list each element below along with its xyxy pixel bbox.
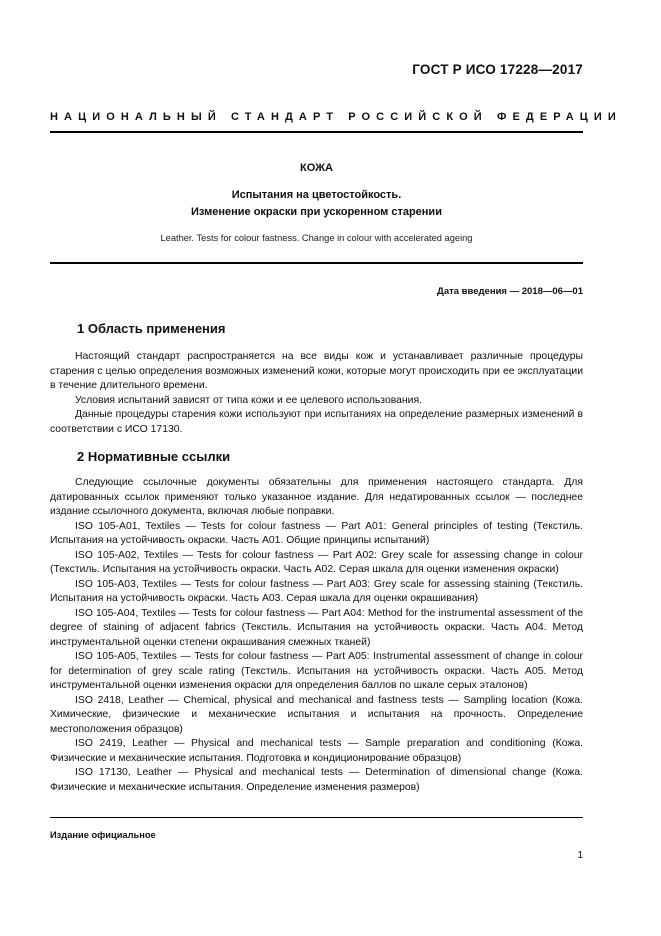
reference-item: ISO 105-A03, Textiles — Tests for colour fastness — Part A03: Grey scale for assessing staining (Текстиль. Испытания на устойчивость окраски. Часть A03. Серая шкала для оценки окрашивания) — [50, 578, 583, 604]
english-title: Leather. Tests for colour fastness. Change in colour with accelerated ageing — [160, 233, 473, 243]
page-number: 1 — [577, 850, 583, 861]
introduction-date: Дата введения — 2018—06—01 — [437, 286, 583, 297]
paragraph: Настоящий стандарт распространяется на все виды кож и устанавливает различные процедуры старения с целью определения возможных изменений кожи, которые могут происходить при ее эксплуатации в течение длительного времени. — [50, 351, 583, 391]
top-divider — [50, 131, 583, 133]
reference-item: ISO 105-A05, Textiles — Tests for colour fastness — Part A05: Instrumental assessment of change in colour for determination of grey scale rating (Текстиль. Испытания на устойчивость окраски. Часть A05. Метод инструментальной оценки изменения окраски для определения баллов по шкале серых эталонов) — [50, 651, 583, 691]
subtitle-line-1: Испытания на цветостойкость. — [231, 189, 402, 201]
edition-note: Издание официальное — [50, 830, 156, 840]
reference-item: ISO 105-A01, Textiles — Tests for colour fastness — Part A01: General principles of testing (Текстиль. Испытания на устойчивость окраски. Часть A01. Общие принципы испытаний) — [50, 520, 583, 546]
national-standard-banner: НАЦИОНАЛЬНЫЙ СТАНДАРТ РОССИЙСКОЙ ФЕДЕРАЦИИ — [50, 111, 622, 123]
paragraph: Данные процедуры старения кожи используют при испытаниях на определение размерных изменений в соответствии с ИСО 17130. — [50, 409, 583, 435]
middle-divider — [50, 262, 583, 264]
footer-divider — [50, 817, 583, 818]
subtitle-line-2: Изменение окраски при ускоренном старении — [191, 206, 442, 218]
reference-item: ISO 2418, Leather — Chemical, physical and mechanical and fastness tests — Sampling location (Кожа. Химические, физические и механические испытания и испытания на прочность. Определение местоположения образцов) — [50, 694, 583, 735]
paragraph: Условия испытаний зависят от типа кожи и ее целевого использования. — [75, 394, 422, 406]
document-subtitle — [50, 187, 583, 221]
document-title: КОЖА — [299, 162, 333, 174]
section-2-heading: 2 Нормативные ссылки — [77, 449, 231, 464]
reference-item: ISO 105-A04, Textiles — Tests for colour fastness — Part A04: Method for the instrumental assessment of the degree of staining of adjacent fabrics (Текстиль. Испытания на устойчивость окраски. Часть A04. Метод инструментальной оценки степени окрашивания смежных тканей) — [50, 607, 583, 648]
reference-item: ISO 105-A02, Textiles — Tests for colour fastness — Part A02: Grey scale for assessing change in colour (Текстиль. Испытания на устойчивость окраски. Часть A02. Серая шкала для оценки изменения окраски) — [50, 549, 583, 575]
section-2-body — [50, 476, 583, 795]
paragraph: Следующие ссылочные документы обязательны для применения настоящего стандарта. Для датированных ссылок применяют только указанное издание. Для недатированных ссылок — последнее издание ссылочного документа, включая любые поправки. — [50, 477, 583, 517]
standard-number: ГОСТ Р ИСО 17228—2017 — [412, 62, 583, 77]
section-1-heading: 1 Область применения — [77, 321, 226, 336]
section-1-body — [50, 350, 583, 437]
reference-item: ISO 2419, Leather — Physical and mechanical tests — Sample preparation and conditioning (Кожа. Физические и механические испытания. Подготовка и кондиционирование образцов) — [50, 738, 583, 764]
reference-item: ISO 17130, Leather — Physical and mechanical tests — Determination of dimensional change (Кожа. Физические и механические испытания. Определение изменения размеров) — [50, 767, 583, 793]
